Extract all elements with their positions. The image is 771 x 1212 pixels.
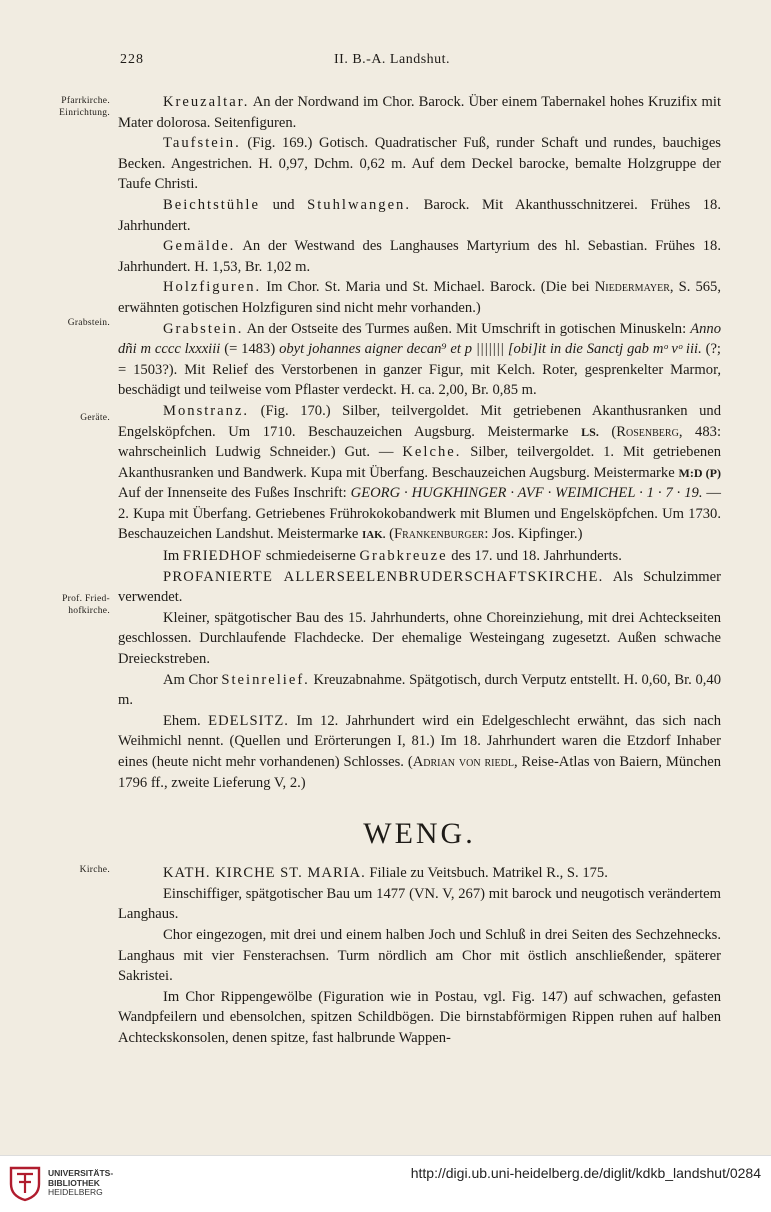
paragraph-text: (= 1483) [220, 341, 280, 358]
paragraph-text: schmiedeiserne [262, 548, 360, 565]
paragraph-text: An der Nordwand im Chor. Barock. Über einem Tabernakel hohes Kruzifix mit Mater dolorosa. Seitenfiguren. [118, 94, 721, 131]
paragraph-text: Barock. Mit Akanthusschnitzerei. Frühes 18. Jahrhundert. [118, 196, 722, 234]
term-edelsitz: EDELSITZ. [208, 712, 289, 729]
paragraph-text: (Fig. 170.) Silber, teilvergoldet. Mit getriebenen Akanthusranken und Engelsköpfchen. Um 1710. Beschauzeichen Augsburg. Meistermarke [118, 402, 721, 440]
inscription: obyt johannes aigner decan⁹ et p ||||||| [obi]it in die Sanctj gab mᵒ vᵒ iii. [279, 341, 702, 358]
term-kirche: KATH. KIRCHE ST. MARIA. [163, 865, 366, 882]
paragraph-text: (?; = 1503?). Mit Relief des Verstorbenen in ganzer Figur, mit Kelch. Roter, gesprenkelter Marmor, beschädigt und teilweise vom Pflaster verdeckt. H. ca. 2,00, Br. 0,85 m. [118, 341, 721, 399]
paragraph-gemaelde [118, 236, 721, 277]
paragraph-bau: Kleiner, spätgotischer Bau des 15. Jahrhunderts, ohne Choreinziehung, mit drei Achteckseiten geschlossen. Durchlaufende Flachdecke. Der ehemalige Westeingang zugesetzt. Außen schwache Dreieckstreben. [118, 609, 721, 668]
paragraph-text: , Reise-Atlas von Baiern, München 1796 ff., zweite Lieferung V, 2.) [118, 754, 721, 791]
footer-bar [0, 1155, 771, 1212]
paragraph-text: Silber, teilvergoldet. 1. Mit getriebenen Akanthusranken und Bandwerk. Kupa mit Überfang. Beschauzeichen Augsburg. Meistermarke [118, 444, 721, 481]
paragraph-text: — 2. Kupa mit Überfang. Getriebenes Frührokokobandwerk mit Blumen und Engelsköpfchen. Um 1730. Beschauzeichen Landshut. Meistermarke [118, 485, 721, 543]
term-monstranz: Monstranz. [163, 402, 250, 419]
paragraph-text: Ehem. [163, 712, 209, 729]
margin-note-geraete: Geräte. [80, 413, 110, 423]
page-header [0, 52, 771, 74]
paragraph-text: und [259, 196, 308, 213]
paragraph-steinrelief [118, 670, 721, 711]
paragraph-text: An der Ostseite des Turmes außen. Mit Umschrift in gotischen Minuskeln: [243, 320, 691, 337]
term-kelche: Kelche. [402, 444, 462, 461]
paragraph-text: ( [385, 526, 394, 543]
inscription: GEORG · HUGKHINGER · AVF · WEIMICHEL · 1 · 7 · 19. [350, 485, 703, 502]
master-mark: LS. [581, 424, 599, 439]
inscription: Anno dñi m cccc lxxxiii [118, 320, 721, 358]
library-name-line: UNIVERSITÄTS- [48, 1168, 114, 1178]
margin-note-grabstein: Grabstein. [67, 318, 110, 328]
term-steinrelief: Steinrelief. [221, 671, 310, 688]
paragraph-text: Im [163, 548, 183, 565]
paragraph-grabstein [118, 319, 721, 401]
source-url-link[interactable]: http://digi.ub.uni-heidelberg.de/diglit/kdkb_landshut/0284 [410, 1165, 761, 1181]
author-reference: Adrian von riedl [412, 754, 514, 770]
paragraph-text: , 483: wahrscheinlich Ludwig Schneider.) Gut. — [118, 423, 721, 461]
term-beichtstuehle: Beichtstühle [163, 196, 260, 213]
paragraph-text: Filiale zu Veitsbuch. Matrikel R., S. 175. [365, 865, 608, 882]
master-mark: M:D (P) [678, 465, 721, 480]
margin-note-pfarrkirche: Pfarrkirche. [61, 96, 110, 106]
paragraph-text: Im 12. Jahrhundert wird ein Edelgeschlecht erwähnt, das sich nach Weihmichl nennt. (Quellen und Erörterungen I, 81.) Im 18. Jahrhundert waren die Etzdorf Inhaber eines (heute nicht mehr vorhandenen) Schlosses. ( [118, 712, 721, 770]
paragraph-taufstein [118, 133, 721, 195]
term-kreuzaltar: Kreuzaltar. [163, 94, 250, 110]
paragraph-holzfiguren [118, 277, 721, 318]
author-reference: Frankenburger [394, 526, 485, 543]
paragraph-text: (Fig. 169.) Gotisch. Quadratischer Fuß, runder Schaft und rundes, bauchiges Becken. Angestrichen. H. 0,97, Dchm. 0,62 m. Auf dem Deckel barocke, bemalte Holzgruppe der Taufe Christi. [118, 135, 721, 193]
term-gemaelde: Gemälde. [163, 238, 236, 255]
paragraph-friedhof [118, 546, 721, 567]
library-name [48, 1169, 113, 1198]
term-grabkreuze: Grabkreuze [359, 548, 448, 565]
term-taufstein: Taufstein. [163, 135, 241, 152]
university-library-logo-icon[interactable] [8, 1162, 42, 1202]
paragraph-text: Als Schulzimmer verwendet. [118, 568, 721, 606]
paragraph-text: , S. 565, erwähnten gotischen Holzfiguren sind nicht mehr vorhanden.) [118, 279, 722, 316]
paragraph-text: Am Chor [163, 671, 222, 688]
paragraph-edelsitz [118, 711, 721, 793]
paragraph-kirche [118, 863, 721, 884]
paragraph-monstranz [118, 401, 721, 546]
master-mark: IAK. [361, 529, 386, 542]
author-reference: Niedermayer [594, 279, 670, 296]
page-number: 228 [120, 52, 144, 67]
margin-note-hofkirche: hofkirche. [68, 606, 110, 616]
paragraph-beichtstuehle [118, 195, 721, 236]
term-allerseelen: PROFANIERTE ALLERSEELENBRUDERSCHAFTSKIRCHE. [163, 568, 604, 585]
paragraph-gewoelbe: Im Chor Rippengewölbe (Figuration wie in Postau, vgl. Fig. 147) auf schwachen, gefasten Wandpfeilern und ebensolchen, spitzen Schildbögen. Die birnstabförmigen Rippen ruhen auf halben Achteckskonsolen, denen spitze, fast halbrunde Wappen- [118, 988, 721, 1046]
term-holzfiguren: Holzfiguren. [163, 279, 262, 296]
paragraph-text: Kreuzabnahme. Spätgotisch, durch Verputz entstellt. H. 0,60, Br. 0,40 m. [118, 671, 721, 709]
section-title: WENG. [363, 817, 476, 851]
paragraph-kreuzaltar [118, 92, 721, 133]
margin-note-einrichtung: Einrichtung. [59, 108, 110, 118]
paragraph-einschiffig: Einschiffiger, spätgotischer Bau um 1477 (VN. V, 267) mit barock und neugotisch verändertem Langhaus. [118, 885, 721, 923]
margin-note-kirche: Kirche. [79, 865, 110, 875]
paragraph-text: Auf der Innenseite des Fußes Inschrift: [118, 485, 351, 502]
margin-note-prof-fried: Prof. Fried- [62, 594, 110, 604]
term-friedhof: FRIEDHOF [182, 548, 263, 565]
library-name-line: BIBLIOTHEK [48, 1177, 100, 1188]
library-name-line: HEIDELBERG [48, 1187, 103, 1197]
paragraph-text: Im Chor. St. Maria und St. Michael. Barock. (Die bei [261, 279, 595, 296]
paragraph-text: : Jos. Kipfinger.) [484, 526, 583, 543]
paragraph-text: ( [598, 423, 617, 440]
paragraph-text: des 17. und 18. Jahrhunderts. [447, 548, 622, 565]
paragraph-chor: Chor eingezogen, mit drei und einem halben Joch und Schluß in drei Seiten des Sechzehnecks. Langhaus mit vier Fensterachsen. Turm nördlich am Chor mit östlich anschließender, späterer Sakristei. [118, 926, 721, 985]
running-title: II. B.-A. Landshut. [334, 52, 451, 67]
term-grabstein: Grabstein. [163, 320, 244, 337]
term-stuhlwangen: Stuhlwangen. [307, 196, 411, 213]
author-reference: Rosenberg [616, 423, 679, 440]
body-text [118, 92, 721, 1049]
paragraph-allerseelen [118, 567, 721, 608]
paragraph-text: An der Westwand des Langhauses Martyrium des hl. Sebastian. Frühes 18. Jahrhundert. H. 1,53, Br. 1,02 m. [118, 238, 721, 275]
